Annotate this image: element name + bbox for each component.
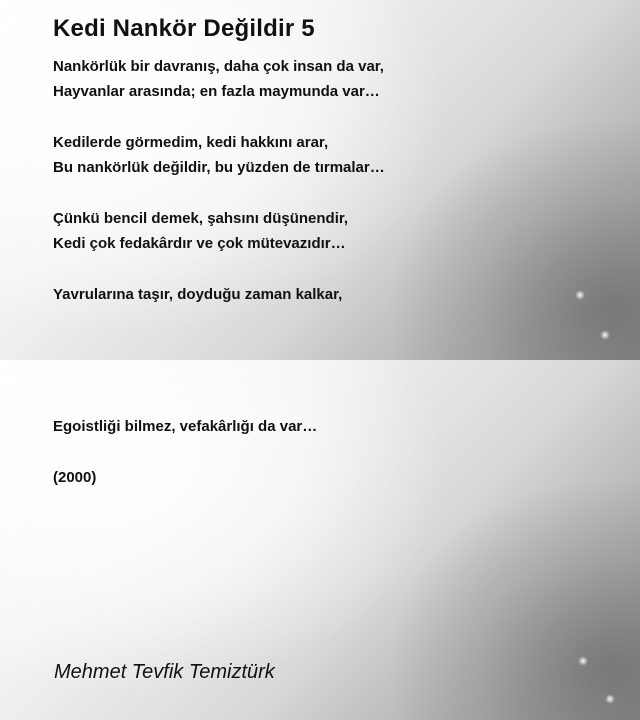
stanza [53, 282, 613, 307]
poem-year: (2000) [53, 469, 97, 486]
stanza [53, 54, 613, 104]
poem-panel-bottom [0, 360, 640, 720]
poem-author: Mehmet Tevfik Temiztürk [54, 661, 275, 683]
sparkle-decoration [578, 656, 588, 666]
stanza [53, 206, 613, 256]
poem-line: Hayvanlar arasında; en fazla maymunda var… [53, 83, 380, 100]
poem-stanzas-continued [53, 414, 613, 490]
poem-title: Kedi Nankör Değildir 5 [53, 15, 315, 42]
poem-line: Bu nankörlük değildir, bu yüzden de tırmalar… [53, 159, 385, 176]
poem-line: Çünkü bencil demek, şahsını düşünendir, [53, 210, 349, 227]
stanza [53, 130, 613, 180]
poem-line: Nankörlük bir davranış, daha çok insan da var, [53, 58, 384, 75]
stanza [53, 414, 613, 439]
poem-line: Yavrularına taşır, doyduğu zaman kalkar, [53, 286, 343, 303]
poem-line: Kedi çok fedakârdır ve çok mütevazıdır… [53, 235, 346, 252]
sparkle-decoration [605, 694, 615, 704]
poem-line: Kedilerde görmedim, kedi hakkını arar, [53, 134, 329, 151]
poem-stanzas [53, 54, 613, 333]
poem-line: Egoistliği bilmez, vefakârlığı da var… [53, 418, 318, 435]
